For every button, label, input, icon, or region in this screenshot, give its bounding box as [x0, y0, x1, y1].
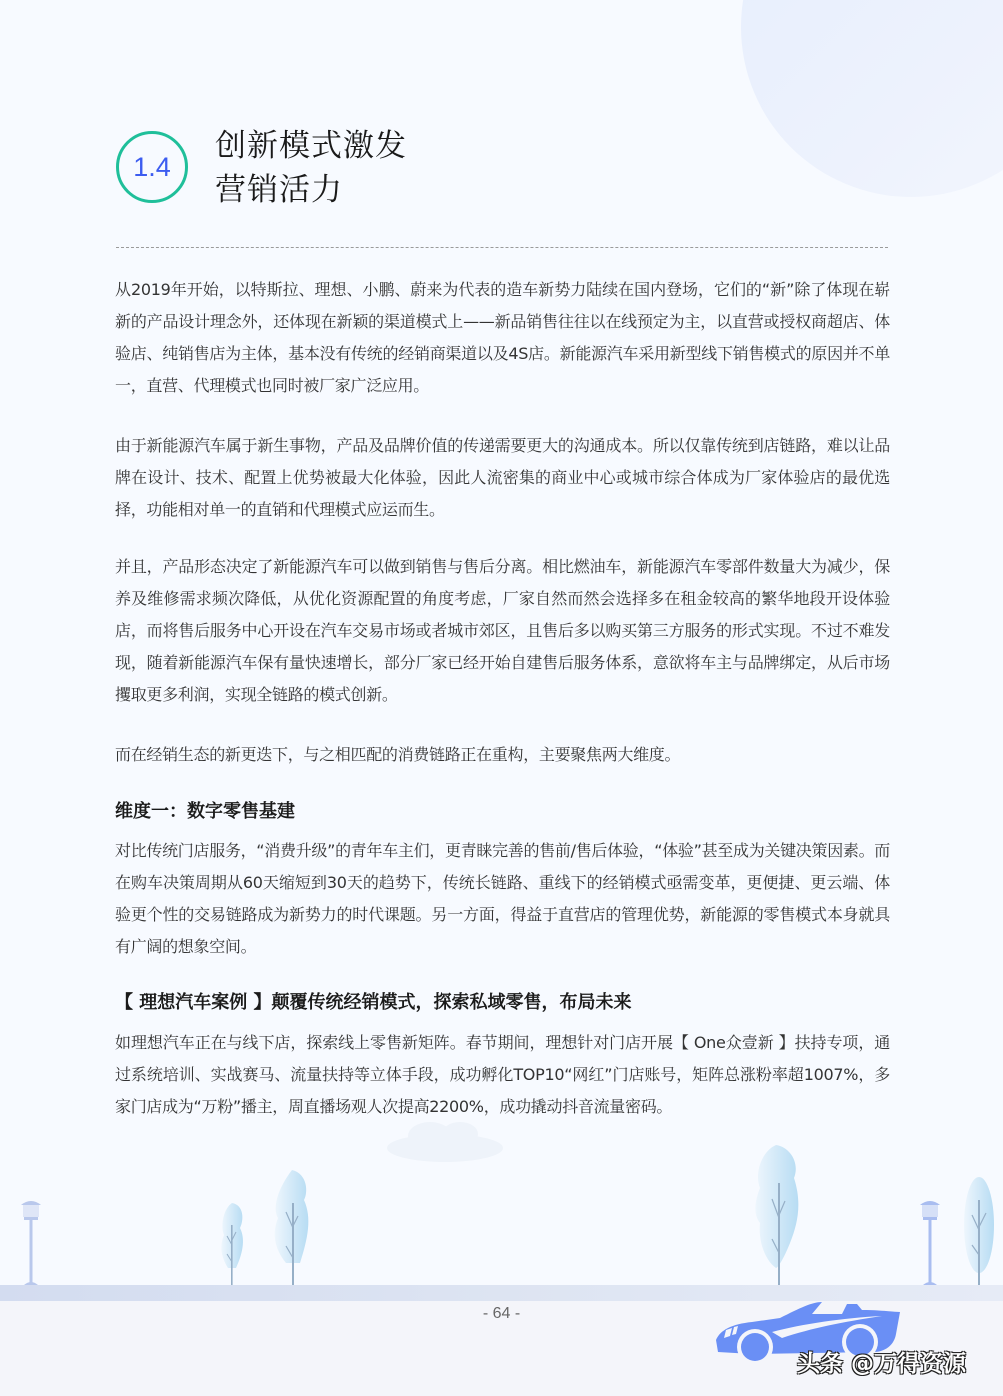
tree-icon [962, 1175, 996, 1290]
decorative-circle [741, 0, 1003, 197]
paragraph-1: 从2019年开始，以特斯拉、理想、小鹏、蔚来为代表的造车新势力陆续在国内登场，它们的“新”除了体现在崭新的产品设计理念外，还体现在新颖的渠道模式上——新品销售往往以在线预定为主，以直营或授权商超店、体验店、纯销售店为主体，基本没有传统的经销商渠道以及4S店。新能源汽车采用新型线下销售模式的原因并不单一，直营、代理模式也同时被厂家广泛应用。 [115, 280, 890, 395]
tree-icon [750, 1143, 806, 1285]
tree-icon [214, 1200, 250, 1285]
section-number: 1.4 [133, 151, 171, 182]
dimension-one-heading: 维度一：数字零售基建 [115, 801, 295, 822]
paragraph-3: 并且，产品形态决定了新能源汽车可以做到销售与售后分离。相比燃油车，新能源汽车零部件数量大为减少，保养及维修需求频次降低，从优化资源配置的角度考虑，厂家自然而然会选择多在租金较高的繁华地段开设体验店，而将售后服务中心开设在汽车交易市场或者城市郊区，且售后多以购买第三方服务的形式实现。不过不难发现，随着新能源汽车保有量快速增长，部分厂家已经开始自建售后服务体系，意欲将车主与品牌绑定，从后市场攫取更多利润，实现全链路的模式创新。 [115, 557, 890, 704]
page-number: - 64 - [482, 1305, 521, 1322]
section-title-line1: 创新模式激发 [215, 128, 407, 164]
ground-strip [0, 1285, 1003, 1301]
dimension-one-body: 对比传统门店服务，“消费升级”的青年车主们，更青睐完善的售前/售后体验，“体验”甚至成为关键决策因素。而在购车决策周期从60天缩短到30天的趋势下，传统长链路、重线下的经销模式亟需变革，更便捷、更云端、体验更个性的交易链路成为新势力的时代课题。另一方面，得益于直营店的管理优势，新能源的零售模式本身就具有广阔的想象空间。 [115, 841, 890, 956]
street-lamp-icon [917, 1197, 943, 1287]
cloud-icon [385, 1120, 505, 1165]
case-study-heading: 【 理想汽车案例 】颠覆传统经销模式，探索私域零售，布局未来 [115, 992, 632, 1013]
section-number-badge [116, 131, 188, 203]
case-study-body: 如理想汽车正在与线下店，探索线上零售新矩阵。春节期间，理想针对门店开展【 One众壹新 】扶持专项，通过系统培训、实战赛马、流量扶持等立体手段，成功孵化TOP10“网红”门店账号，矩阵总涨粉率超1007%，多家门店成为“万粉”播主，周直播场观人次提高2200%，成功撬动抖音流量密码。 [115, 1033, 890, 1116]
paragraph-2: 由于新能源汽车属于新生事物，产品及品牌价值的传递需要更大的沟通成本。所以仅靠传统到店链路，难以让品牌在设计、技术、配置上优势被最大化体验，因此人流密集的商业中心或城市综合体成为厂家体验店的最优选择，功能相对单一的直销和代理模式应运而生。 [115, 436, 890, 519]
paragraph-4: 而在经销生态的新更迭下，与之相匹配的消费链路正在重构，主要聚焦两大维度。 [115, 745, 681, 764]
section-title [215, 124, 407, 212]
section-title-line2: 营销活力 [215, 172, 343, 208]
dashed-divider [116, 247, 888, 248]
tree-icon [268, 1168, 314, 1285]
street-lamp-icon [18, 1197, 44, 1287]
watermark-text: 头条 @万得资源 [797, 1351, 967, 1377]
